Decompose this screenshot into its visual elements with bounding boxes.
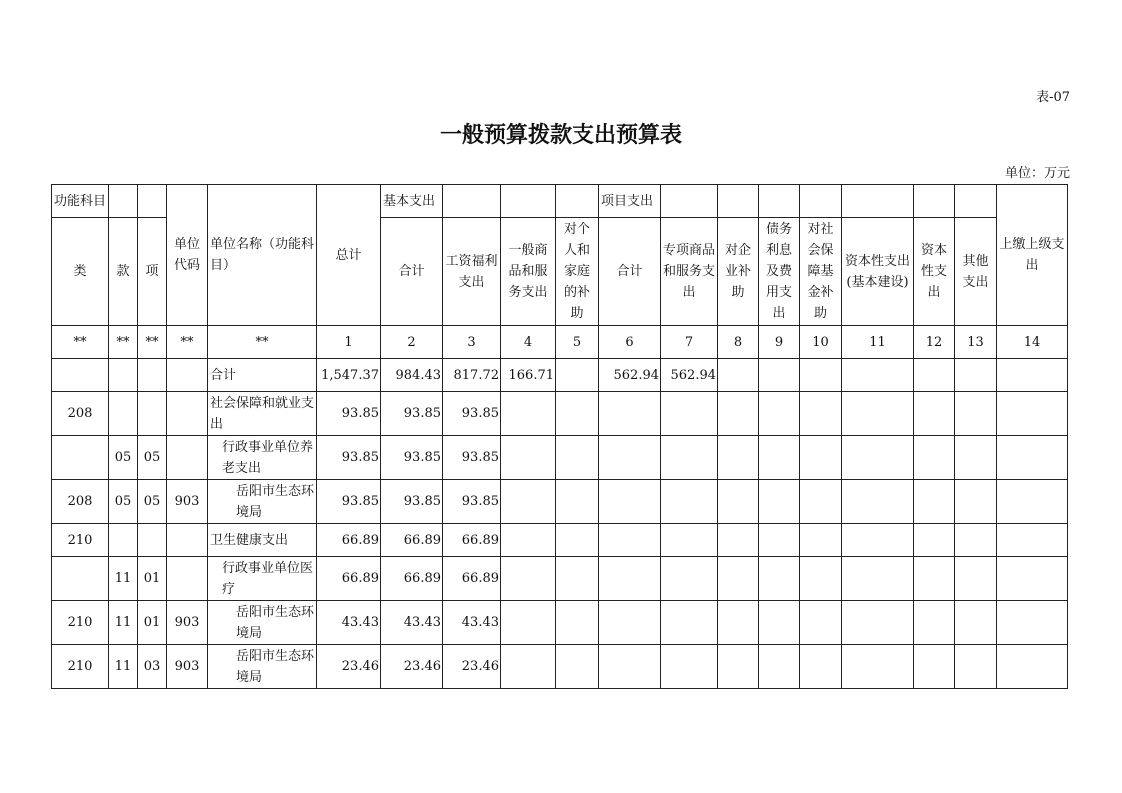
cell-empty — [718, 557, 759, 601]
cell-empty — [842, 480, 914, 524]
cell-empty — [997, 359, 1068, 392]
cell-lei: 208 — [52, 392, 109, 436]
cell-lei: 210 — [52, 601, 109, 645]
index-cell: ** — [208, 326, 317, 359]
cell-empty — [718, 480, 759, 524]
cell-empty — [800, 480, 842, 524]
cell-empty — [800, 392, 842, 436]
header-xiang: 项 — [138, 218, 167, 326]
index-cell: ** — [52, 326, 109, 359]
cell-proj-sum — [599, 480, 661, 524]
header-capital-basic: 资本性支出(基本建设) — [842, 218, 914, 326]
cell-empty — [718, 436, 759, 480]
cell-goods — [501, 557, 556, 601]
cell-unit-name: 行政事业单位养老支出 — [208, 436, 317, 480]
cell-empty — [997, 557, 1068, 601]
cell-total: 93.85 — [317, 392, 381, 436]
cell-goods — [501, 524, 556, 557]
index-cell: 2 — [381, 326, 443, 359]
cell-empty — [955, 392, 997, 436]
cell-special-goods — [661, 392, 718, 436]
cell-unit-code: 903 — [167, 645, 208, 689]
unit-label: 单位：万元 — [1004, 166, 1070, 181]
cell-empty — [759, 392, 800, 436]
index-cell: 8 — [718, 326, 759, 359]
table-code: 表-07 — [1036, 90, 1070, 105]
table-row — [52, 359, 1068, 392]
cell-empty — [997, 436, 1068, 480]
cell-unit-code: 903 — [167, 601, 208, 645]
cell-salary: 66.89 — [443, 524, 501, 557]
cell-special-goods — [661, 480, 718, 524]
cell-empty — [842, 392, 914, 436]
cell-unit-code — [167, 392, 208, 436]
cell-empty — [800, 645, 842, 689]
cell-empty — [800, 359, 842, 392]
cell-empty — [955, 601, 997, 645]
cell-empty — [759, 524, 800, 557]
index-cell: 13 — [955, 326, 997, 359]
header-unit-code: 单位代码 — [167, 185, 208, 326]
cell-unit-code: 903 — [167, 480, 208, 524]
cell-special-goods: 562.94 — [661, 359, 718, 392]
cell-empty — [955, 524, 997, 557]
cell-empty — [800, 436, 842, 480]
cell-unit-name: 行政事业单位医疗 — [208, 557, 317, 601]
index-cell: 1 — [317, 326, 381, 359]
cell-salary: 43.43 — [443, 601, 501, 645]
index-cell: ** — [109, 326, 138, 359]
cell-special-goods — [661, 524, 718, 557]
cell-empty — [997, 645, 1068, 689]
cell-xiang — [138, 359, 167, 392]
cell-empty — [842, 359, 914, 392]
cell-salary: 66.89 — [443, 557, 501, 601]
cell-basic-sum: 66.89 — [381, 524, 443, 557]
index-cell: 5 — [556, 326, 599, 359]
cell-unit-name: 岳阳市生态环境局 — [208, 645, 317, 689]
cell-proj-sum — [599, 392, 661, 436]
cell-empty — [718, 392, 759, 436]
cell-empty — [842, 524, 914, 557]
cell-xiang — [138, 524, 167, 557]
cell-total: 93.85 — [317, 480, 381, 524]
cell-proj-sum — [599, 601, 661, 645]
table-row — [52, 436, 1068, 480]
header-lei: 类 — [52, 218, 109, 326]
cell-personal — [556, 359, 599, 392]
cell-total: 23.46 — [317, 645, 381, 689]
cell-empty — [955, 557, 997, 601]
cell-empty — [914, 359, 955, 392]
cell-empty — [842, 601, 914, 645]
cell-basic-sum: 66.89 — [381, 557, 443, 601]
cell-personal — [556, 436, 599, 480]
cell-unit-code — [167, 359, 208, 392]
cell-salary: 817.72 — [443, 359, 501, 392]
table-row — [52, 480, 1068, 524]
table-row — [52, 645, 1068, 689]
cell-empty — [800, 601, 842, 645]
cell-goods — [501, 436, 556, 480]
index-row — [52, 326, 1068, 359]
cell-empty — [759, 557, 800, 601]
header-salary: 工资福利支出 — [443, 218, 501, 326]
cell-lei — [52, 436, 109, 480]
cell-empty — [914, 524, 955, 557]
cell-empty — [759, 645, 800, 689]
cell-special-goods — [661, 436, 718, 480]
cell-unit-name: 岳阳市生态环境局 — [208, 480, 317, 524]
index-cell: 4 — [501, 326, 556, 359]
cell-personal — [556, 392, 599, 436]
cell-proj-sum: 562.94 — [599, 359, 661, 392]
cell-kuan: 11 — [109, 645, 138, 689]
cell-empty — [997, 480, 1068, 524]
cell-lei: 210 — [52, 645, 109, 689]
cell-special-goods — [661, 645, 718, 689]
cell-empty — [718, 601, 759, 645]
header-upper: 上缴上级支出 — [997, 185, 1068, 326]
cell-xiang: 05 — [138, 436, 167, 480]
header-func-subject: 功能科目 — [52, 185, 109, 218]
cell-kuan: 11 — [109, 557, 138, 601]
page-title: 一般预算拨款支出预算表 — [439, 123, 682, 148]
cell-goods: 166.71 — [501, 359, 556, 392]
cell-personal — [556, 480, 599, 524]
header-kuan: 款 — [109, 218, 138, 326]
cell-lei — [52, 359, 109, 392]
cell-basic-sum: 93.85 — [381, 480, 443, 524]
cell-salary: 23.46 — [443, 645, 501, 689]
cell-unit-name: 岳阳市生态环境局 — [208, 601, 317, 645]
cell-basic-sum: 984.43 — [381, 359, 443, 392]
index-cell: ** — [167, 326, 208, 359]
header-personal: 对个人和家庭的补助 — [556, 218, 599, 326]
cell-basic-sum: 43.43 — [381, 601, 443, 645]
cell-kuan — [109, 392, 138, 436]
cell-empty — [842, 557, 914, 601]
cell-empty — [800, 557, 842, 601]
table-row — [52, 557, 1068, 601]
cell-empty — [914, 557, 955, 601]
cell-empty — [718, 524, 759, 557]
cell-personal — [556, 557, 599, 601]
index-cell: 6 — [599, 326, 661, 359]
cell-goods — [501, 601, 556, 645]
cell-xiang: 01 — [138, 557, 167, 601]
index-cell: 12 — [914, 326, 955, 359]
cell-kuan: 05 — [109, 480, 138, 524]
header-debt: 债务利息及费用支出 — [759, 218, 800, 326]
cell-empty — [997, 524, 1068, 557]
cell-empty — [759, 436, 800, 480]
cell-unit-name: 合计 — [208, 359, 317, 392]
cell-empty — [914, 645, 955, 689]
cell-salary: 93.85 — [443, 480, 501, 524]
cell-unit-code — [167, 524, 208, 557]
table-row — [52, 392, 1068, 436]
cell-xiang: 01 — [138, 601, 167, 645]
header-project: 项目支出 — [599, 185, 661, 218]
cell-personal — [556, 601, 599, 645]
cell-lei — [52, 557, 109, 601]
cell-empty — [997, 601, 1068, 645]
index-cell: 3 — [443, 326, 501, 359]
cell-xiang: 03 — [138, 645, 167, 689]
cell-empty — [759, 601, 800, 645]
cell-proj-sum — [599, 645, 661, 689]
cell-basic-sum: 23.46 — [381, 645, 443, 689]
header-other: 其他支出 — [955, 218, 997, 326]
cell-total: 43.43 — [317, 601, 381, 645]
cell-empty — [997, 392, 1068, 436]
cell-empty — [955, 480, 997, 524]
header-special-goods: 专项商品和服务支出 — [661, 218, 718, 326]
cell-empty — [842, 645, 914, 689]
table-row — [52, 524, 1068, 557]
cell-lei: 208 — [52, 480, 109, 524]
cell-salary: 93.85 — [443, 436, 501, 480]
cell-empty — [759, 359, 800, 392]
cell-personal — [556, 645, 599, 689]
cell-total: 93.85 — [317, 436, 381, 480]
cell-proj-sum — [599, 436, 661, 480]
cell-goods — [501, 480, 556, 524]
cell-kuan: 11 — [109, 601, 138, 645]
cell-empty — [914, 480, 955, 524]
cell-lei: 210 — [52, 524, 109, 557]
header-basic-sum: 合计 — [381, 218, 443, 326]
cell-total: 66.89 — [317, 524, 381, 557]
cell-empty — [955, 359, 997, 392]
cell-kuan: 05 — [109, 436, 138, 480]
index-cell: 11 — [842, 326, 914, 359]
cell-total: 1,547.37 — [317, 359, 381, 392]
cell-empty — [759, 480, 800, 524]
cell-unit-code — [167, 436, 208, 480]
header-unit-name: 单位名称（功能科目） — [208, 185, 317, 326]
header-goods: 一般商品和服务支出 — [501, 218, 556, 326]
cell-empty — [955, 436, 997, 480]
cell-unit-name: 卫生健康支出 — [208, 524, 317, 557]
cell-xiang — [138, 392, 167, 436]
cell-salary: 93.85 — [443, 392, 501, 436]
cell-empty — [914, 392, 955, 436]
cell-empty — [800, 524, 842, 557]
cell-total: 66.89 — [317, 557, 381, 601]
index-cell: 10 — [800, 326, 842, 359]
header-total: 总计 — [317, 185, 381, 326]
header-proj-sum: 合计 — [599, 218, 661, 326]
cell-basic-sum: 93.85 — [381, 436, 443, 480]
cell-goods — [501, 645, 556, 689]
index-cell: ** — [138, 326, 167, 359]
table-row — [52, 601, 1068, 645]
cell-basic-sum: 93.85 — [381, 392, 443, 436]
header-basic: 基本支出 — [381, 185, 443, 218]
budget-table — [51, 184, 1068, 689]
cell-empty — [914, 436, 955, 480]
header-social-fund: 对社会保障基金补助 — [800, 218, 842, 326]
cell-empty — [718, 359, 759, 392]
cell-special-goods — [661, 557, 718, 601]
cell-xiang: 05 — [138, 480, 167, 524]
cell-unit-code — [167, 557, 208, 601]
index-cell: 14 — [997, 326, 1068, 359]
cell-personal — [556, 524, 599, 557]
cell-kuan — [109, 359, 138, 392]
cell-unit-name: 社会保障和就业支出 — [208, 392, 317, 436]
cell-empty — [914, 601, 955, 645]
header-capital: 资本性支出 — [914, 218, 955, 326]
cell-proj-sum — [599, 524, 661, 557]
index-cell: 7 — [661, 326, 718, 359]
index-cell: 9 — [759, 326, 800, 359]
header-enterprise: 对企业补助 — [718, 218, 759, 326]
cell-proj-sum — [599, 557, 661, 601]
cell-empty — [842, 436, 914, 480]
cell-special-goods — [661, 601, 718, 645]
cell-empty — [718, 645, 759, 689]
cell-empty — [955, 645, 997, 689]
cell-kuan — [109, 524, 138, 557]
cell-goods — [501, 392, 556, 436]
